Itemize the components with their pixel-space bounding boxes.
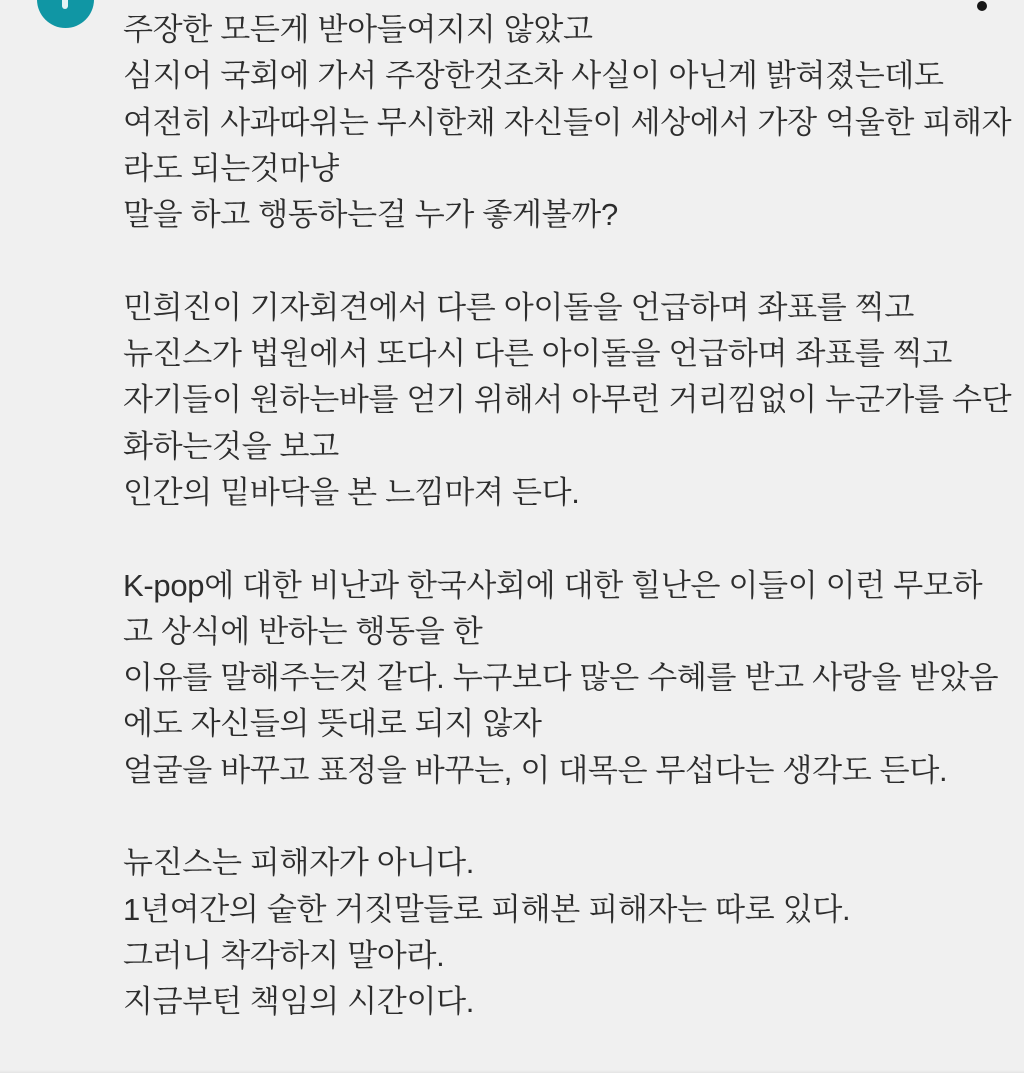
- comment-line: 라도 되는것마냥: [123, 150, 339, 186]
- comment-paragraph: [123, 840, 998, 1025]
- comment-paragraph: [123, 285, 1012, 516]
- comment-line: 뉴진스는 피해자가 아니다.: [123, 845, 475, 881]
- comment-line: 말을 하고 행동하는걸 누가 좋게볼까?: [123, 197, 618, 233]
- comment-line: 주장한 모든게 받아들여지지 않았고: [123, 12, 593, 47]
- comment-line: 민희진이 기자회견에서 다른 아이돌을 언급하며 좌표를 찍고: [123, 289, 915, 325]
- comment-line: 여전히 사과따위는 무시한채 자신들이 세상에서 가장 억울한 피해자: [123, 104, 1012, 140]
- comment-line: 이유를 말해주는것 같다. 누구보다 많은 수혜를 받고 사랑을 받았음: [123, 660, 999, 696]
- avatar-glyph-fragment: [62, 0, 68, 9]
- comment-body: [123, 7, 1012, 1026]
- comment-line: K-pop에 대한 비난과 한국사회에 대한 힐난은 이들이 이런 무모하: [123, 567, 983, 603]
- comment-line: 자기들이 원하는바를 얻기 위해서 아무런 거리낌없이 누군가를 수단: [123, 382, 1012, 418]
- comment-line: 인간의 밑바닥을 본 느낌마져 든다.: [123, 474, 580, 510]
- comment-line: 지금부턴 책임의 시간이다.: [123, 984, 475, 1020]
- comment-line: 심지어 국회에 가서 주장한것조차 사실이 아닌게 밝혀졌는데도: [123, 58, 944, 94]
- comment-line: 1년여간의 숱한 거짓말들로 피해본 피해자는 따로 있다.: [123, 891, 851, 927]
- comment-line: 얼굴을 바꾸고 표정을 바꾸는, 이 대목은 무섭다는 생각도 든다.: [123, 752, 948, 788]
- comment-line: 고 상식에 반하는 행동을 한: [123, 613, 483, 649]
- comment-line: 화하는것을 보고: [123, 428, 339, 464]
- comment-line: 에도 자신들의 뜻대로 되지 않자: [123, 706, 542, 742]
- comment-paragraph: [123, 7, 1012, 238]
- avatar[interactable]: [37, 0, 94, 28]
- comment-line: 뉴진스가 법원에서 또다시 다른 아이돌을 언급하며 좌표를 찍고: [123, 336, 952, 372]
- comment-paragraph: [123, 563, 998, 794]
- comment-line: 그러니 착각하지 말아라.: [123, 937, 445, 973]
